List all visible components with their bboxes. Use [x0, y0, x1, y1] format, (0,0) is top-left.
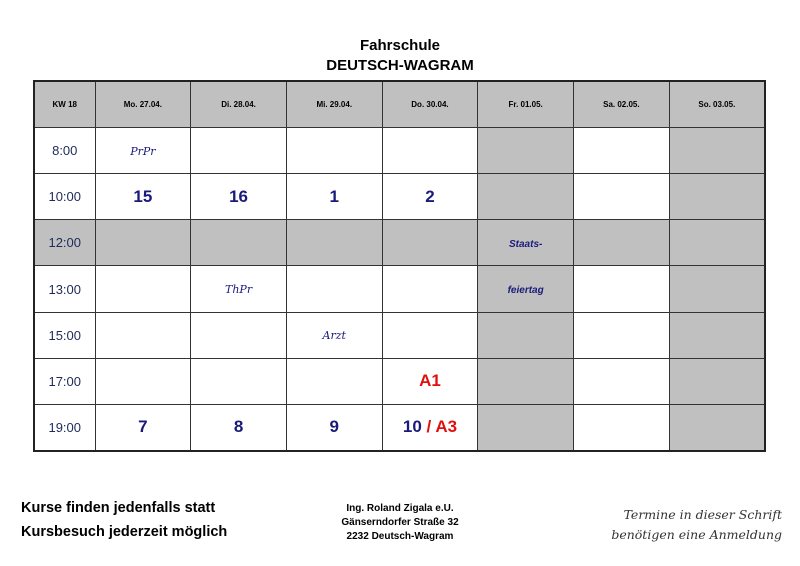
schedule-cell: [669, 404, 765, 451]
schedule-cell: [382, 358, 478, 404]
separator: /: [421, 417, 436, 437]
schedule-cell: [191, 220, 287, 266]
schedule-cell: [382, 404, 478, 451]
schedule-cell: [382, 266, 478, 312]
company-city: 2232 Deutsch-Wagram: [346, 531, 454, 542]
schedule-cell: [286, 128, 382, 174]
time-row: [34, 266, 765, 312]
time-label: 8:00: [34, 128, 95, 174]
day-header: Sa. 02.05.: [574, 81, 670, 128]
registration-note-line1: Termine in dieser Schrift: [623, 507, 782, 522]
schedule-cell: [669, 312, 765, 358]
schedule-cell: [574, 358, 670, 404]
lesson-number: 7: [138, 417, 148, 437]
header-row: [34, 81, 765, 128]
title-location: DEUTSCH-WAGRAM: [326, 57, 474, 74]
schedule-cell: [191, 312, 287, 358]
day-header: Di. 28.04.: [191, 81, 287, 128]
time-row: [34, 220, 765, 266]
lesson-number: 8: [233, 417, 244, 437]
schedule-cell: [478, 358, 574, 404]
footer-note-attendance: Kursbesuch jederzeit möglich: [21, 524, 228, 540]
lesson-number: 1: [329, 186, 339, 206]
day-header: Fr. 01.05.: [478, 81, 574, 128]
lesson-number: 16: [229, 186, 249, 206]
schedule-cell: [95, 174, 191, 220]
schedule-cell: [382, 128, 478, 174]
registration-note-line2: benötigen eine Anmeldung: [611, 527, 782, 542]
schedule-cell: [478, 266, 574, 312]
lesson-number: 15: [133, 186, 153, 206]
lesson-number: 9: [329, 417, 339, 437]
schedule-cell: [191, 266, 287, 312]
schedule-cell: [191, 174, 287, 220]
registration-note: [611, 505, 782, 545]
company-street: Gänserndorfer Straße 32: [341, 517, 459, 528]
schedule-cell: [669, 220, 765, 266]
schedule-cell: [286, 174, 382, 220]
schedule-cell: [574, 404, 670, 451]
week-header: KW 18: [34, 81, 95, 128]
schedule-cell: [669, 128, 765, 174]
day-header: Mo. 27.04.: [95, 81, 191, 128]
day-header: So. 03.05.: [669, 81, 765, 128]
schedule-cell: [574, 174, 670, 220]
schedule-cell: [574, 312, 670, 358]
schedule-cell: [95, 266, 191, 312]
time-row: [34, 312, 765, 358]
schedule-cell: [382, 220, 478, 266]
schedule-cell: [382, 174, 478, 220]
time-row: [34, 358, 765, 404]
schedule-cell: [191, 358, 287, 404]
schedule-cell: [191, 404, 287, 451]
schedule-cell: [669, 266, 765, 312]
time-row: [34, 128, 765, 174]
schedule-cell: [95, 358, 191, 404]
lesson-code: A1: [419, 371, 441, 391]
lesson-number: 2: [425, 186, 435, 206]
schedule-cell: [95, 404, 191, 451]
day-header: Mi. 29.04.: [286, 81, 382, 128]
company-name: Ing. Roland Zigala e.U.: [346, 503, 454, 514]
schedule-cell: [574, 128, 670, 174]
schedule-cell: [286, 266, 382, 312]
time-label: 19:00: [34, 404, 95, 451]
time-label: 10:00: [34, 174, 95, 220]
schedule-table: [33, 80, 766, 452]
schedule-cell: [286, 358, 382, 404]
schedule-cell: [478, 174, 574, 220]
time-label: 15:00: [34, 312, 95, 358]
schedule-cell: [286, 220, 382, 266]
holiday-label: feiertag: [507, 285, 544, 296]
schedule-cell: [478, 128, 574, 174]
title-fahrschule: Fahrschule: [359, 37, 441, 54]
cell-text: PrPr: [130, 144, 156, 158]
time-row: [34, 404, 765, 451]
schedule-cell: [574, 220, 670, 266]
schedule-cell: [669, 358, 765, 404]
time-row: [34, 174, 765, 220]
schedule-cell: [478, 404, 574, 451]
schedule-cell: [478, 220, 574, 266]
time-label: 13:00: [34, 266, 95, 312]
day-header: Do. 30.04.: [382, 81, 478, 128]
cell-text: ThPr: [225, 283, 253, 296]
footer-note-courses: Kurse finden jedenfalls statt: [21, 500, 216, 516]
schedule-cell: [286, 404, 382, 451]
schedule-cell: [382, 312, 478, 358]
time-label: 17:00: [34, 358, 95, 404]
lesson-number: 10: [402, 417, 422, 437]
schedule-cell: [95, 128, 191, 174]
schedule-cell: [286, 312, 382, 358]
schedule-cell: [478, 312, 574, 358]
schedule-cell: [95, 312, 191, 358]
schedule-cell: [95, 220, 191, 266]
schedule-cell: [669, 174, 765, 220]
time-label: 12:00: [34, 220, 95, 266]
schedule-cell: [574, 266, 670, 312]
lesson-code: A3: [435, 417, 458, 437]
schedule-cell: [191, 128, 287, 174]
cell-text: Arzt: [322, 329, 346, 343]
company-address: [300, 502, 500, 544]
holiday-label: Staats-: [508, 238, 543, 250]
